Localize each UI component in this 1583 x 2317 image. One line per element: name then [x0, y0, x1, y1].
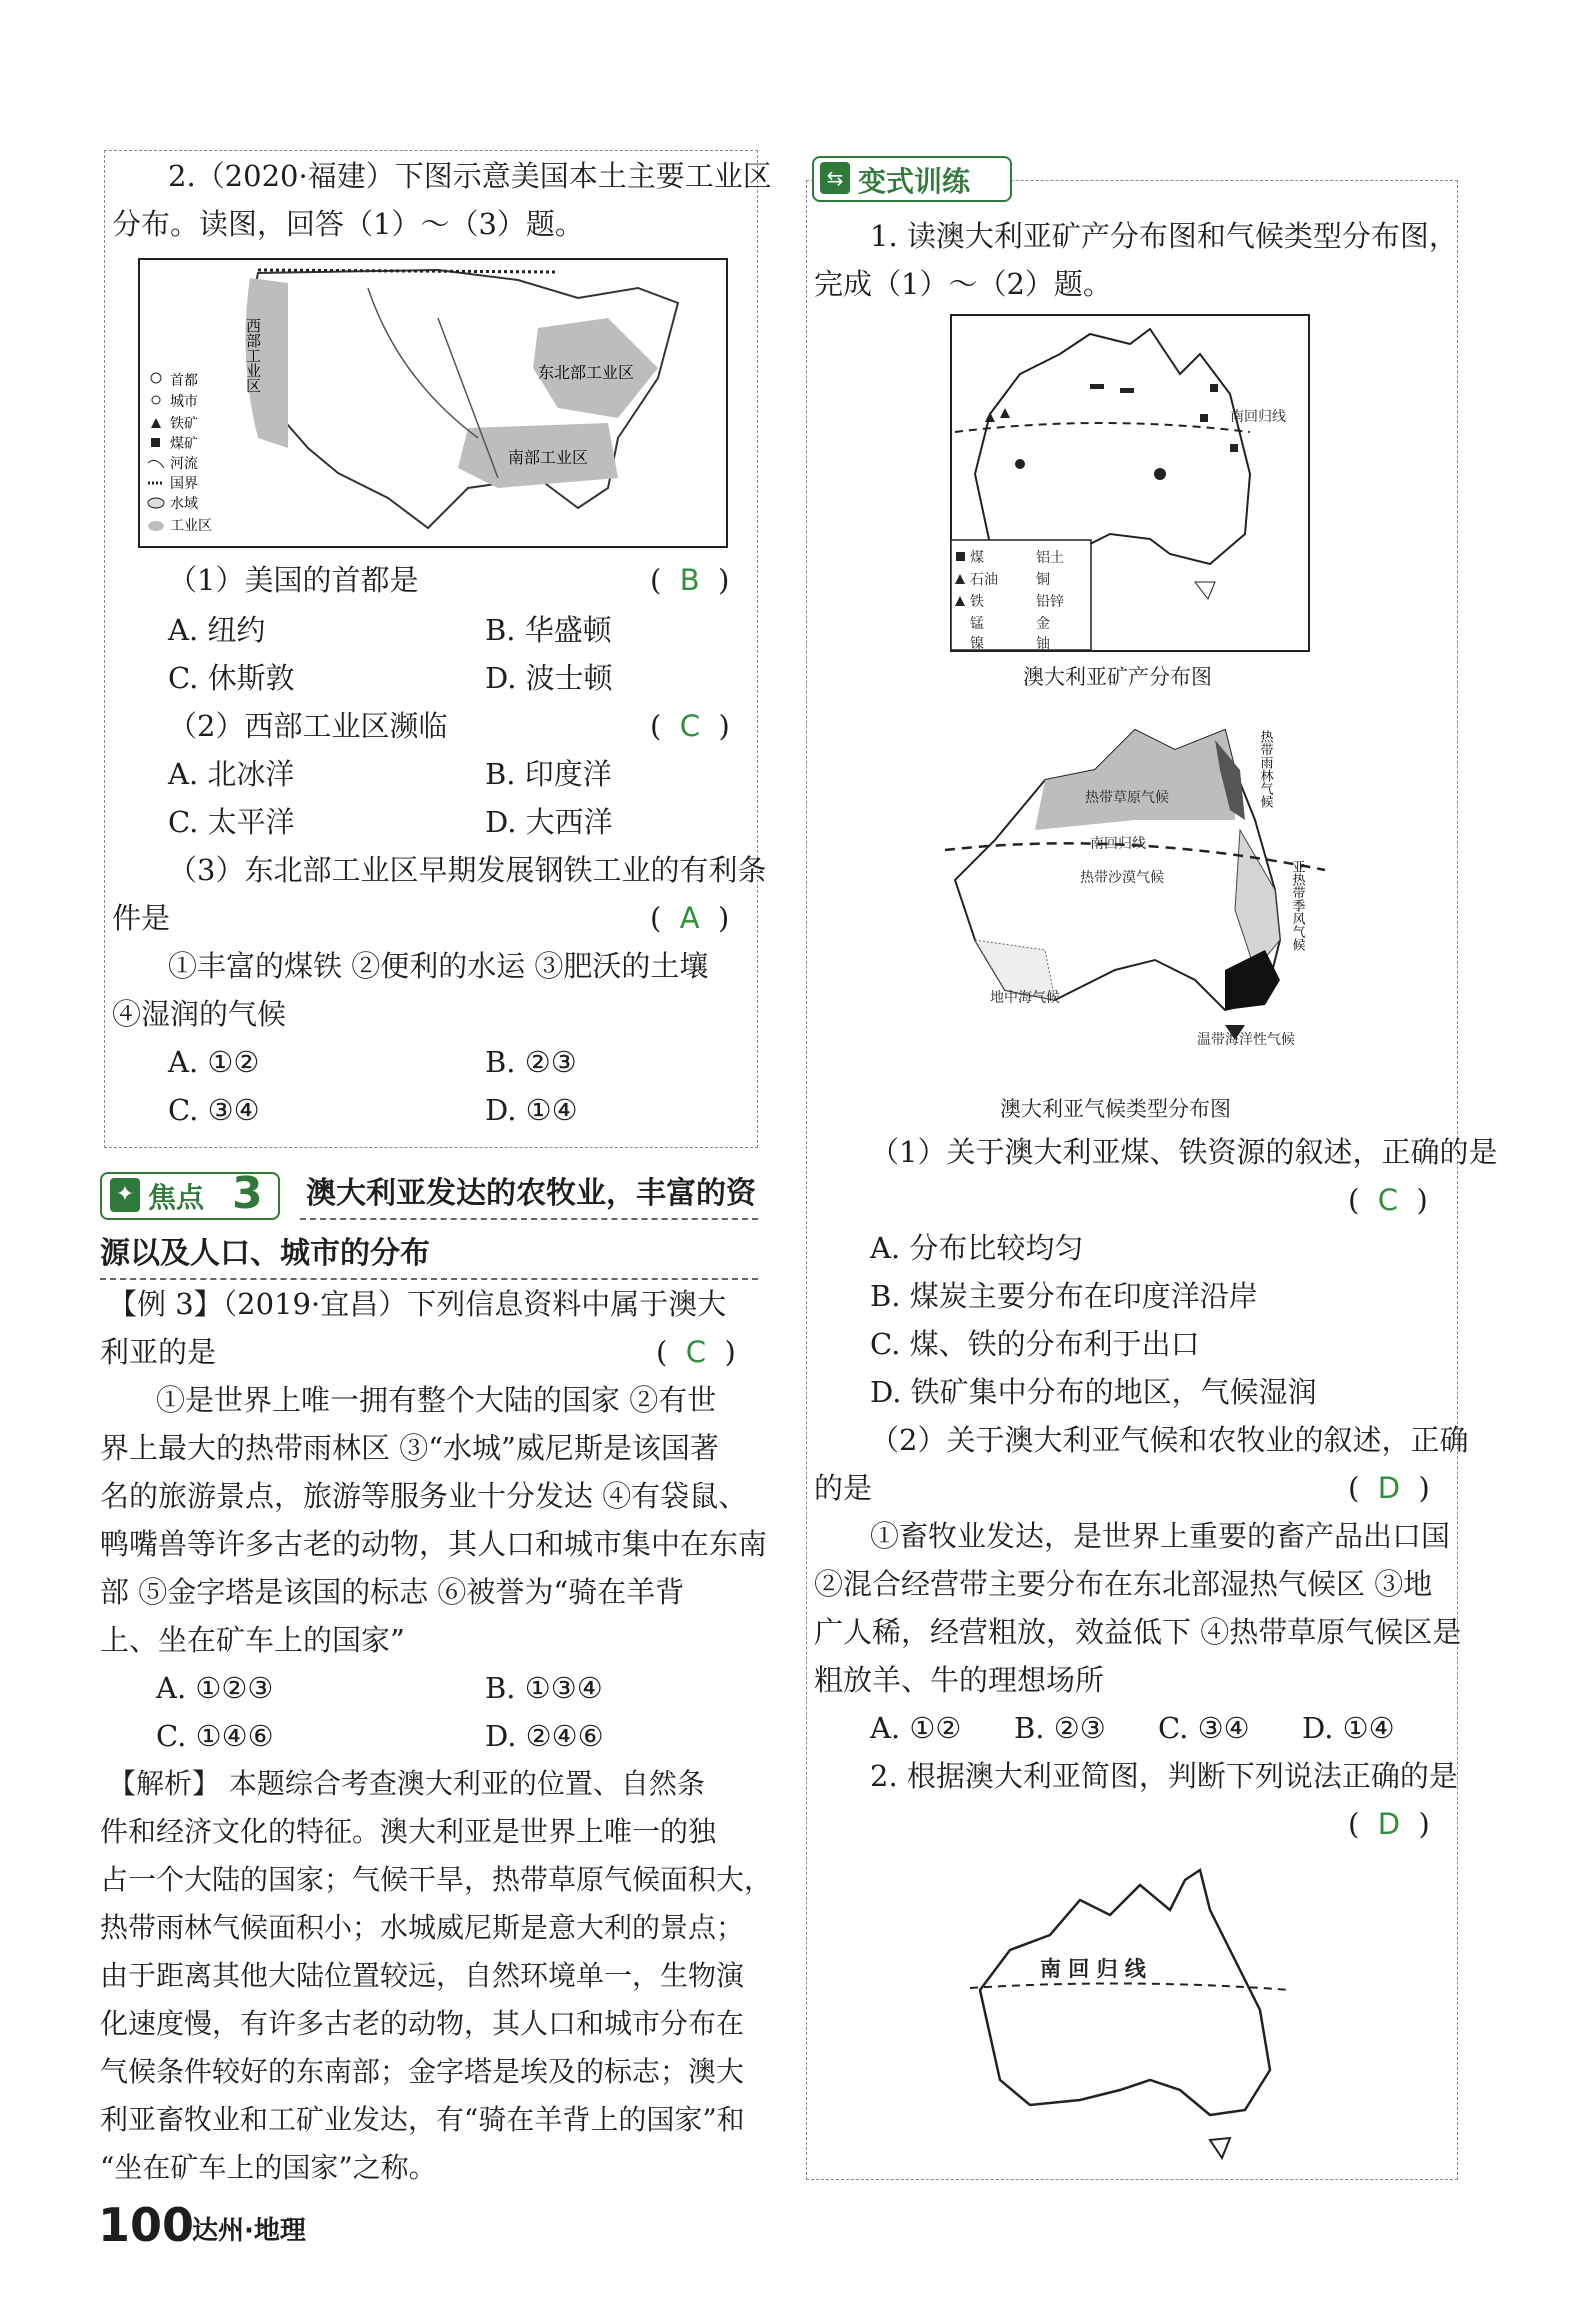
sub3-answer: A [679, 901, 700, 935]
sub2-option-b: B. 印度洋 [485, 757, 612, 791]
legend-nickel: 镍 [970, 636, 984, 652]
focus-tag-text: 焦点 [148, 1181, 205, 1214]
right-sub1-option-a: A. 分布比较均匀 [870, 1231, 1084, 1265]
sub1-option-a: A. 纽约 [168, 613, 266, 647]
example-stem-line2: 利亚的是 [100, 1335, 217, 1369]
legend-manganese: 锰 [970, 616, 984, 632]
mineral-map-caption: 澳大利亚矿产分布图 [1023, 665, 1212, 689]
example-body-line3: 名的旅游景点，旅游等服务业十分发达 ④有袋鼠、 [100, 1479, 748, 1513]
right-q1-stem-line1: 1. 读澳大利亚矿产分布图和气候类型分布图， [870, 219, 1458, 253]
right-sub2-answer: D [1377, 1471, 1401, 1505]
right-sub2-question-line2: 的是 [814, 1471, 873, 1505]
legend-coal-label: 煤矿 [170, 436, 198, 452]
northeast-region-label: 东北部工业区 [538, 363, 635, 382]
right-sub2-item4: 粗放羊、牛的理想场所 [814, 1663, 1105, 1697]
right-sub2-option-c: C. ③④ [1158, 1711, 1250, 1745]
sub3-question-line2: 件是 [112, 901, 171, 935]
climate-label-subtropical: 亚热带季风气候 [1289, 860, 1305, 951]
right-sub2-option-d: D. ①④ [1302, 1711, 1395, 1745]
right-sub1-option-b: B. 煤炭主要分布在印度洋沿岸 [870, 1279, 1258, 1313]
sub2-option-a: A. 北冰洋 [168, 757, 295, 791]
climate-label-oceanic: 温带海洋性气候 [1197, 1032, 1295, 1048]
sub2-answer: C [679, 709, 701, 743]
sub2-question: （2）西部工业区濒临 [168, 709, 448, 743]
sub2-option-c: C. 太平洋 [168, 805, 295, 839]
example-answer: C [685, 1335, 707, 1369]
variant-training-tag [812, 156, 1012, 202]
legend-border-label: 国界 [170, 476, 198, 492]
legend-industry-label: 工业区 [170, 518, 212, 534]
page-number: 100 [98, 2198, 195, 2252]
example-body-line4: 鸭嘴兽等许多古老的动物，其人口和城市集中在东南 [100, 1527, 768, 1561]
right-q2-answer-parens: ( D ) [1348, 1807, 1430, 1841]
example-stem-line1: 【例 3】（2019·宜昌）下列信息资料中属于澳大 [108, 1287, 727, 1321]
focus-title-line1: 澳大利亚发达的农牧业，丰富的资 [306, 1176, 756, 1211]
right-sub2-answer-parens: ( D ) [1348, 1471, 1430, 1505]
variant-tag-text: 变式训练 [858, 165, 971, 198]
sub1-answer-parens: ( B ) [650, 563, 730, 597]
sub3-option-b: B. ②③ [485, 1045, 577, 1079]
sub3-items-line1: ①丰富的煤铁 ②便利的水运 ③肥沃的土壤 [168, 949, 709, 983]
focus-underline-2 [100, 1278, 758, 1280]
climate-label-mediterranean: 地中海气候 [990, 990, 1060, 1006]
example-body-line6: 上、坐在矿车上的国家” [100, 1623, 405, 1657]
analysis-line2: 件和经济文化的特征。澳大利亚是世界上唯一的独 [100, 1815, 717, 1848]
right-sub1-question: （1）关于澳大利亚煤、铁资源的叙述，正确的是 [870, 1135, 1498, 1169]
right-sub2-option-a: A. ①② [870, 1711, 962, 1745]
climate-label-savanna: 热带草原气候 [1085, 790, 1169, 806]
legend-lead-zinc: 铅锌 [1036, 594, 1064, 610]
sub1-question: （1）美国的首都是 [168, 563, 419, 597]
west-region-label: 西部工业区 [244, 318, 262, 393]
usa-industry-map [138, 258, 728, 548]
right-sub1-option-d: D. 铁矿集中分布的地区，气候湿润 [870, 1375, 1317, 1409]
focus-tag-icon: ✦ [110, 1178, 140, 1212]
mineral-map-tropic-label: 南回归线 [1230, 409, 1286, 425]
climate-map-caption: 澳大利亚气候类型分布图 [1000, 1097, 1231, 1121]
australia-outline-map [970, 1840, 1310, 2170]
q2-stem-line2: 分布。读图，回答（1）～（3）题。 [112, 207, 584, 241]
legend-uranium: 铀 [1036, 636, 1050, 652]
analysis-line4: 热带雨林气候面积小；水城威尼斯是意大利的景点； [100, 1911, 745, 1944]
climate-label-desert: 热带沙漠气候 [1080, 870, 1164, 886]
analysis-line1: 【解析】 本题综合考查澳大利亚的位置、自然条 [108, 1767, 705, 1800]
example-body-line5: 部 ⑤金字塔是该国的标志 ⑥被誉为“骑在羊背 [100, 1575, 685, 1609]
right-q1-stem-line2: 完成（1）～（2）题。 [814, 267, 1112, 301]
sub1-option-d: D. 波士顿 [485, 661, 613, 695]
sub2-answer-parens: ( C ) [650, 709, 730, 743]
example-option-d: D. ②④⑥ [485, 1719, 604, 1753]
legend-bauxite: 铝土 [1036, 550, 1064, 566]
book-title: 达州·地理 [192, 2216, 306, 2246]
sub3-answer-parens: ( A ) [650, 901, 730, 935]
analysis-line9: “坐在矿车上的国家”之称。 [100, 2151, 437, 2184]
legend-coal: 煤 [970, 550, 984, 566]
analysis-line5: 由于距离其他大陆位置较远，自然环境单一，生物演 [100, 1959, 745, 1992]
legend-iron-label: 铁矿 [170, 416, 198, 432]
sub3-option-c: C. ③④ [168, 1093, 260, 1127]
focus-title-line2: 源以及人口、城市的分布 [100, 1236, 430, 1271]
legend-city-label: 城市 [170, 394, 198, 410]
sub3-option-a: A. ①② [168, 1045, 260, 1079]
example-body-line2: 界上最大的热带雨林区 ③“水城”威尼斯是该国著 [100, 1431, 719, 1465]
focus-tag [100, 1168, 280, 1220]
right-sub1-answer-parens: ( C ) [1348, 1183, 1428, 1217]
q2-stem-line1: 2.（2020·福建）下图示意美国本土主要工业区 [168, 159, 772, 193]
outline-map-tropic-label: 南 回 归 线 [1040, 1957, 1146, 1981]
example-answer-parens: ( C ) [656, 1335, 736, 1369]
right-sub2-item1: ①畜牧业发达，是世界上重要的畜产品出口国 [870, 1519, 1451, 1553]
australia-mineral-map [950, 314, 1310, 652]
south-region-label: 南部工业区 [508, 448, 589, 467]
sub3-items-line2: ④湿润的气候 [112, 997, 287, 1031]
example-option-b: B. ①③④ [485, 1671, 603, 1705]
example-option-c: C. ①④⑥ [156, 1719, 274, 1753]
analysis-line6: 化速度慢，有许多古老的动物，其人口和城市分布在 [100, 2007, 745, 2040]
right-sub1-answer: C [1377, 1183, 1399, 1217]
example-body-line1: ①是世界上唯一拥有整个大陆的国家 ②有世 [156, 1383, 717, 1417]
right-sub2-item3: 广人稀，经营粗放，效益低下 ④热带草原气候区是 [814, 1615, 1462, 1649]
focus-underline [300, 1218, 758, 1220]
sub1-option-c: C. 休斯敦 [168, 661, 295, 695]
sub3-question-line1: （3）东北部工业区早期发展钢铁工业的有利条 [168, 853, 767, 887]
sub3-option-d: D. ①④ [485, 1093, 578, 1127]
australia-climate-map [935, 710, 1335, 1058]
sub2-option-d: D. 大西洋 [485, 805, 613, 839]
legend-copper: 铜 [1036, 572, 1050, 588]
variant-tag-icon: ⇆ [820, 162, 850, 194]
right-sub2-item2: ②混合经营带主要分布在东北部湿热气候区 ③地 [814, 1567, 1433, 1601]
legend-river-label: 河流 [170, 456, 198, 472]
climate-label-rainforest: 热带雨林气候 [1257, 730, 1273, 808]
right-q2-question: 2. 根据澳大利亚简图，判断下列说法正确的是 [870, 1759, 1458, 1793]
analysis-line8: 利亚畜牧业和工矿业发达，有“骑在羊背上的国家”和 [100, 2103, 745, 2136]
example-option-a: A. ①②③ [156, 1671, 274, 1705]
analysis-line7: 气候条件较好的东南部；金字塔是埃及的标志；澳大 [100, 2055, 745, 2088]
legend-iron: 铁 [970, 594, 984, 610]
legend-oil: 石油 [970, 572, 998, 588]
right-sub2-question-line1: （2）关于澳大利亚气候和农牧业的叙述，正确 [870, 1423, 1469, 1457]
sub1-answer: B [679, 563, 700, 597]
right-sub2-option-b: B. ②③ [1014, 1711, 1106, 1745]
legend-water-label: 水域 [170, 496, 198, 512]
sub1-option-b: B. 华盛顿 [485, 613, 612, 647]
legend-capital-label: 首都 [170, 373, 198, 389]
climate-label-tropic: 南回归线 [1090, 836, 1146, 852]
legend-gold: 金 [1036, 616, 1050, 632]
focus-tag-number: 3 [232, 1168, 263, 1219]
right-sub1-option-c: C. 煤、铁的分布利于出口 [870, 1327, 1200, 1361]
analysis-line3: 占一个大陆的国家；气候干旱，热带草原气候面积大， [100, 1863, 773, 1896]
right-q2-answer: D [1377, 1807, 1401, 1841]
